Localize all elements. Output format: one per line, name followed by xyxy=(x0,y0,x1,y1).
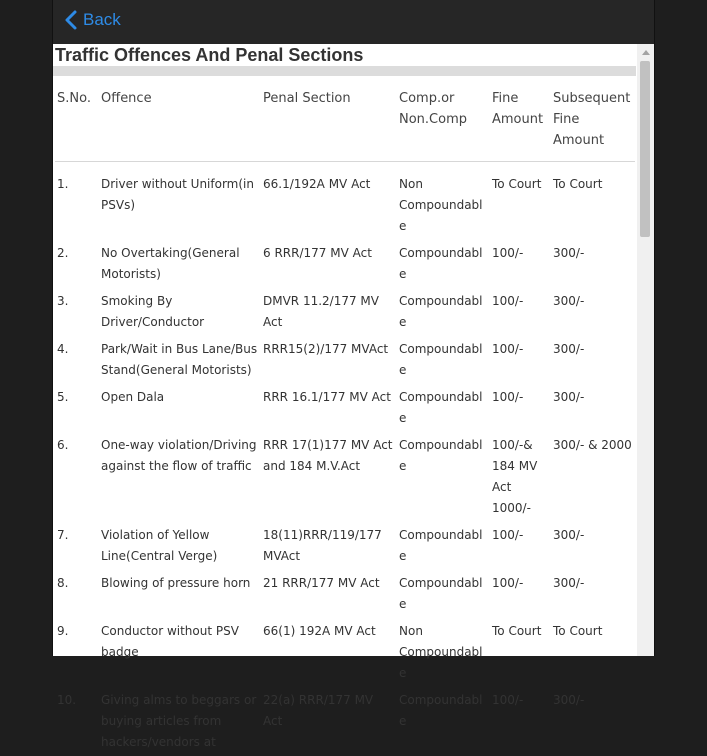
cell-penal-section: DMVR 11.2/177 MV Act xyxy=(263,294,379,329)
cell-comp: Compoundable xyxy=(399,246,483,281)
cell-fine: To Court xyxy=(492,177,542,191)
cell-fine: 100/- xyxy=(492,693,524,707)
cell-sno: 2. xyxy=(57,246,69,260)
table-row xyxy=(55,336,635,384)
cell-comp: Compoundable xyxy=(399,576,483,611)
vertical-scrollbar[interactable] xyxy=(637,44,654,656)
chevron-left-icon xyxy=(65,10,77,30)
table-row xyxy=(55,687,635,756)
cell-comp: Compoundable xyxy=(399,693,483,728)
table-header-row xyxy=(55,81,635,162)
cell-fine: 100/- xyxy=(492,576,524,590)
table-row xyxy=(55,570,635,618)
cell-sno: 3. xyxy=(57,294,69,308)
cell-penal-section: 22(a) RRR/177 MV Act xyxy=(263,693,374,728)
cell-penal-section: RRR 16.1/177 MV Act xyxy=(263,390,391,404)
back-button[interactable] xyxy=(65,8,121,32)
cell-subsequent-fine: 300/- xyxy=(553,693,585,707)
cell-comp: Compoundable xyxy=(399,294,483,329)
scroll-up-arrow-icon[interactable] xyxy=(642,50,650,55)
cell-penal-section: 21 RRR/177 MV Act xyxy=(263,576,380,590)
table-row xyxy=(55,432,635,522)
cell-offence: Violation of Yellow Line(Central Verge) xyxy=(101,528,218,563)
cell-offence: Open Dala xyxy=(101,390,165,404)
cell-sno: 4. xyxy=(57,342,69,356)
cell-offence: Smoking By Driver/Conductor xyxy=(101,294,205,329)
cell-penal-section: 6 RRR/177 MV Act xyxy=(263,246,372,260)
header-comp: Comp.or Non.Comp xyxy=(397,81,490,162)
cell-comp: Non Compoundable xyxy=(399,624,483,680)
table-row xyxy=(55,162,635,241)
top-nav-bar xyxy=(53,0,654,44)
header-penal-section: Penal Section xyxy=(261,81,397,162)
cell-sno: 6. xyxy=(57,438,69,452)
cell-fine: To Court xyxy=(492,624,542,638)
offences-table-container xyxy=(55,81,635,756)
cell-penal-section: RRR 17(1)177 MV Act and 184 M.V.Act xyxy=(263,438,393,473)
cell-offence: One-way violation/Driving against the flow of traffic xyxy=(101,438,257,473)
app-frame xyxy=(52,0,655,749)
cell-sno: 8. xyxy=(57,576,69,590)
table-row xyxy=(55,618,635,687)
cell-sno: 1. xyxy=(57,177,69,191)
title-divider xyxy=(53,66,636,76)
header-fine: Fine Amount xyxy=(490,81,551,162)
cell-fine: 100/- xyxy=(492,342,524,356)
cell-comp: Compoundable xyxy=(399,438,483,473)
cell-fine: 100/-& 184 MV Act 1000/- xyxy=(492,438,538,515)
cell-sno: 5. xyxy=(57,390,69,404)
back-label: Back xyxy=(83,10,121,29)
cell-fine: 100/- xyxy=(492,528,524,542)
scrollbar-thumb[interactable] xyxy=(640,61,650,237)
cell-sno: 10. xyxy=(57,693,77,707)
cell-subsequent-fine: To Court xyxy=(553,624,603,638)
header-offence: Offence xyxy=(99,81,261,162)
cell-subsequent-fine: To Court xyxy=(553,177,603,191)
content-area xyxy=(53,44,654,749)
cell-offence: No Overtaking(General Motorists) xyxy=(101,246,240,281)
header-sno: S.No. xyxy=(55,81,99,162)
page-title: Traffic Offences And Penal Sections xyxy=(55,45,364,65)
cell-fine: 100/- xyxy=(492,390,524,404)
cell-fine: 100/- xyxy=(492,246,524,260)
cell-subsequent-fine: 300/- xyxy=(553,294,585,308)
cell-offence: Conductor without PSV badge xyxy=(101,624,239,659)
table-row xyxy=(55,288,635,336)
cell-subsequent-fine: 300/- xyxy=(553,576,585,590)
cell-subsequent-fine: 300/- xyxy=(553,342,585,356)
cell-offence: Giving alms to beggars or buying articles from hackers/vendors at xyxy=(101,693,257,749)
cell-sno: 9. xyxy=(57,624,69,638)
cell-subsequent-fine: 300/- & 2000 xyxy=(553,438,632,452)
offences-table xyxy=(55,81,635,756)
cell-offence: Blowing of pressure horn xyxy=(101,576,251,590)
header-subsequent-fine: Subsequent Fine Amount xyxy=(551,81,635,162)
cell-penal-section: 18(11)RRR/119/177 MVAct xyxy=(263,528,382,563)
table-row xyxy=(55,522,635,570)
cell-penal-section: 66(1) 192A MV Act xyxy=(263,624,376,638)
cell-offence: Park/Wait in Bus Lane/Bus Stand(General Motorists) xyxy=(101,342,258,377)
table-row xyxy=(55,384,635,432)
cell-subsequent-fine: 300/- xyxy=(553,528,585,542)
cell-penal-section: RRR15(2)/177 MVAct xyxy=(263,342,389,356)
cell-fine: 100/- xyxy=(492,294,524,308)
cell-comp: Compoundable xyxy=(399,528,483,563)
cell-comp: Compoundable xyxy=(399,390,483,425)
cell-subsequent-fine: 300/- xyxy=(553,246,585,260)
cell-offence: Driver without Uniform(in PSVs) xyxy=(101,177,254,212)
cell-comp: Non Compoundable xyxy=(399,177,483,233)
cell-penal-section: 66.1/192A MV Act xyxy=(263,177,371,191)
cell-subsequent-fine: 300/- xyxy=(553,390,585,404)
table-row xyxy=(55,240,635,288)
cell-sno: 7. xyxy=(57,528,69,542)
cell-comp: Compoundable xyxy=(399,342,483,377)
